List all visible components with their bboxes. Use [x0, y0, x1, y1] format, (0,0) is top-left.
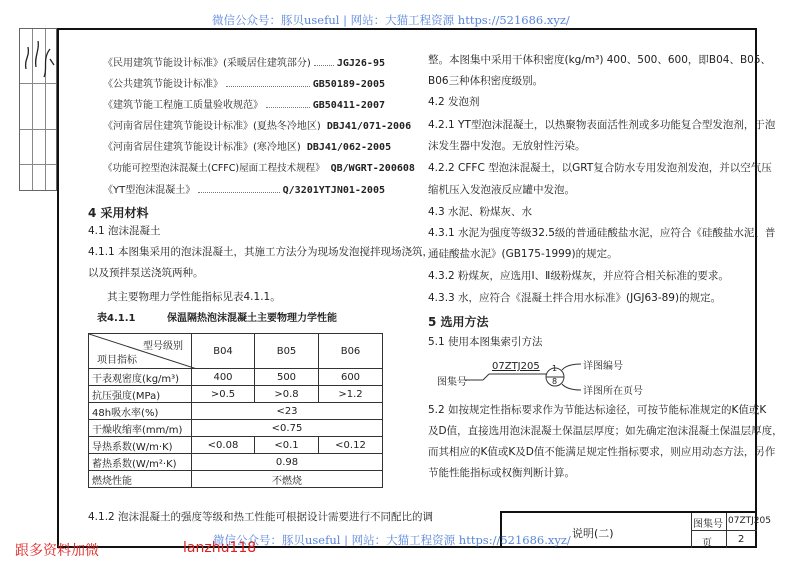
corner-bottom-label: 项目指标 — [97, 355, 137, 366]
row-label: 蓄热系数(W/m²·K) — [89, 454, 192, 471]
ref-code: JGJ26-95 — [336, 58, 385, 69]
section-4-3: 4.3 水泥、粉煤灰、水 — [428, 206, 533, 218]
properties-table — [88, 333, 383, 488]
table-row — [89, 454, 383, 471]
section-5-2-cont-3: 节能性能指标或权衡判断计算。 — [428, 467, 575, 479]
detail-page-label: 详图所在页号 — [583, 386, 643, 397]
cell: >1.2 — [319, 386, 383, 403]
reference-item — [103, 96, 385, 111]
section-4-3-1: 4.3.1 水泥为强度等级32.5级的普通硅酸盐水泥，应符合《硅酸盐水泥、普 — [428, 227, 776, 239]
column-header: B04 — [192, 334, 255, 369]
table-row — [89, 471, 383, 488]
row-label: 导热系数(W/m·K) — [89, 437, 192, 454]
signature-strip — [19, 28, 57, 191]
para-density-cont: B06三种体积密度级别。 — [428, 75, 544, 87]
cell: <0.08 — [192, 437, 255, 454]
row-label: 48h吸水率(%) — [89, 403, 192, 420]
reference-item — [103, 138, 392, 153]
section-4-3-3: 4.3.3 水，应符合《混凝土拌合用水标准》(JGJ63-89)的规定。 — [428, 292, 722, 304]
reference-item — [103, 160, 415, 174]
ref-name: 《建筑节能工程施工质量验收规范》 — [103, 100, 263, 111]
table-number: 表4.1.1 — [97, 313, 136, 324]
detail-page-value: 8 — [552, 377, 558, 386]
table-row — [89, 403, 383, 420]
ref-code: DBJ41/071-2006 — [326, 121, 412, 132]
section-4-1-1-note: 其主要物理力学性能指标见表4.1.1。 — [107, 291, 281, 303]
atlas-no-label: 图集号 — [693, 519, 723, 530]
section-4-2: 4.2 发泡剂 — [428, 96, 480, 108]
reference-item — [103, 117, 412, 132]
atlas-number: 07ZTJ205 — [492, 361, 540, 372]
ref-code: GB50411-2007 — [312, 100, 385, 111]
page-number: 2 — [738, 534, 745, 545]
section-5-2-cont-1: 及D值，直接选用泡沫混凝土保温层厚度；如先确定泡沫混凝土保温层厚度， — [428, 425, 783, 437]
cell: <0.1 — [255, 437, 319, 454]
drawing-title: 说明(二) — [572, 527, 614, 540]
ref-code: DBJ41/062-2005 — [306, 142, 392, 153]
reference-item — [103, 54, 385, 69]
section-5-2: 5.2 如按规定性指标要求作为节能达标途径，可按节能标准规定的K值或K — [428, 404, 767, 416]
red-note-right: lanzhu118 — [183, 540, 257, 556]
watermark-bottom: 微信公众号：豚贝useful | 网站：大猫工程资源 https://521686.xyz/ — [213, 533, 571, 547]
corner-top-label: 型号级别 — [143, 341, 183, 352]
cell: >0.8 — [255, 386, 319, 403]
table-row — [89, 437, 383, 454]
cell: <0.75 — [192, 420, 383, 437]
watermark-top: 微信公众号：豚贝useful | 网站：大猫工程资源 https://521686.xyz/ — [212, 13, 570, 27]
table-row — [89, 386, 383, 403]
section-4-2-2-cont: 缩机压入发泡液反应罐中发泡。 — [428, 184, 575, 196]
reference-item — [103, 75, 385, 90]
section-4-2-1-cont: 沫发生器中发泡。无放射性污染。 — [428, 140, 586, 152]
cell: 不燃烧 — [192, 471, 383, 488]
detail-number-value: 1 — [552, 364, 558, 373]
table-row — [89, 420, 383, 437]
section-4-2-2: 4.2.2 CFFC 型泡沫混凝土，以GRT复合防水专用发泡剂发泡，并以空气压 — [428, 162, 772, 174]
section-5-1: 5.1 使用本图集索引方法 — [428, 336, 543, 348]
para-density: 整。本图集中采用干体积密度(kg/m³) 400、500、600，即B04、B05、 — [428, 54, 772, 66]
ref-code: GB50189-2005 — [312, 79, 385, 90]
ref-name: 《功能可控型泡沫混凝土(CFFC)屋面工程技术规程》 — [103, 163, 325, 174]
reference-item — [103, 181, 385, 196]
section-4-2-1: 4.2.1 YT型泡沫混凝土，以热聚物表面活性剂或多功能复合型发泡剂，于泡 — [428, 119, 776, 131]
cell: <0.12 — [319, 437, 383, 454]
section-4-1: 4.1 泡沫混凝土 — [88, 225, 161, 237]
table-corner-header — [89, 334, 192, 369]
ref-name: 《河南省居住建筑节能设计标准》(寒冷地区) — [103, 142, 301, 153]
section-5-heading: 5 选用方法 — [428, 315, 489, 329]
section-4-3-2: 4.3.2 粉煤灰，应选用Ⅰ、Ⅱ级粉煤灰，并应符合相关标准的要求。 — [428, 270, 729, 282]
ref-code: QB/WGRT-200608 — [330, 163, 415, 174]
ref-code: Q/3201YTJN01-2005 — [282, 185, 385, 196]
ref-name: 《河南省居住建筑节能设计标准》(夏热冬冷地区) — [103, 121, 321, 132]
cell: <23 — [192, 403, 383, 420]
ref-name: 《公共建筑节能设计标准》 — [103, 79, 223, 90]
ref-name: 《YT型泡沫混凝土》 — [103, 185, 196, 196]
detail-number-label: 详图编号 — [583, 361, 623, 372]
cell: 500 — [255, 369, 319, 386]
table-row — [89, 369, 383, 386]
section-4-1-1: 4.1.1 本图集采用的泡沫混凝土，其施工方法分为现场发泡搅拌现场浇筑， — [88, 246, 434, 258]
atlas-label: 图集号 — [437, 377, 467, 388]
section-4-heading: 4 采用材料 — [88, 206, 149, 220]
row-label: 抗压强度(MPa) — [89, 386, 192, 403]
column-header: B06 — [319, 334, 383, 369]
cell: 600 — [319, 369, 383, 386]
row-label: 干表观密度(kg/m³) — [89, 369, 192, 386]
ref-name: 《民用建筑节能设计标准》(采暖居住建筑部分) — [103, 58, 311, 69]
cell: 400 — [192, 369, 255, 386]
cell: >0.5 — [192, 386, 255, 403]
section-4-3-1-cont: 通硅酸盐水泥》(GB175-1999)的规定。 — [428, 248, 618, 260]
atlas-no-value: 07ZTJ205 — [728, 516, 771, 526]
column-header: B05 — [255, 334, 319, 369]
row-label: 燃烧性能 — [89, 471, 192, 488]
section-4-1-1-cont: 以及预拌泵送浇筑两种。 — [88, 267, 204, 279]
red-note-left: 跟多资料加微 — [15, 543, 99, 559]
table-title: 保温隔热泡沫混凝土主要物理力学性能 — [167, 313, 337, 324]
section-5-2-cont-2: 而其相应的K值或K及D值不能满足规定性指标要求，则应用动态方法，另作 — [428, 446, 776, 458]
page-label: 页 — [702, 538, 712, 549]
section-4-1-2: 4.1.2 泡沫混凝土的强度等级和热工性能可根据设计需要进行不同配比的调 — [88, 511, 434, 523]
cell: 0.98 — [192, 454, 383, 471]
signature-icon — [20, 29, 58, 83]
row-label: 干燥收缩率(mm/m) — [89, 420, 192, 437]
